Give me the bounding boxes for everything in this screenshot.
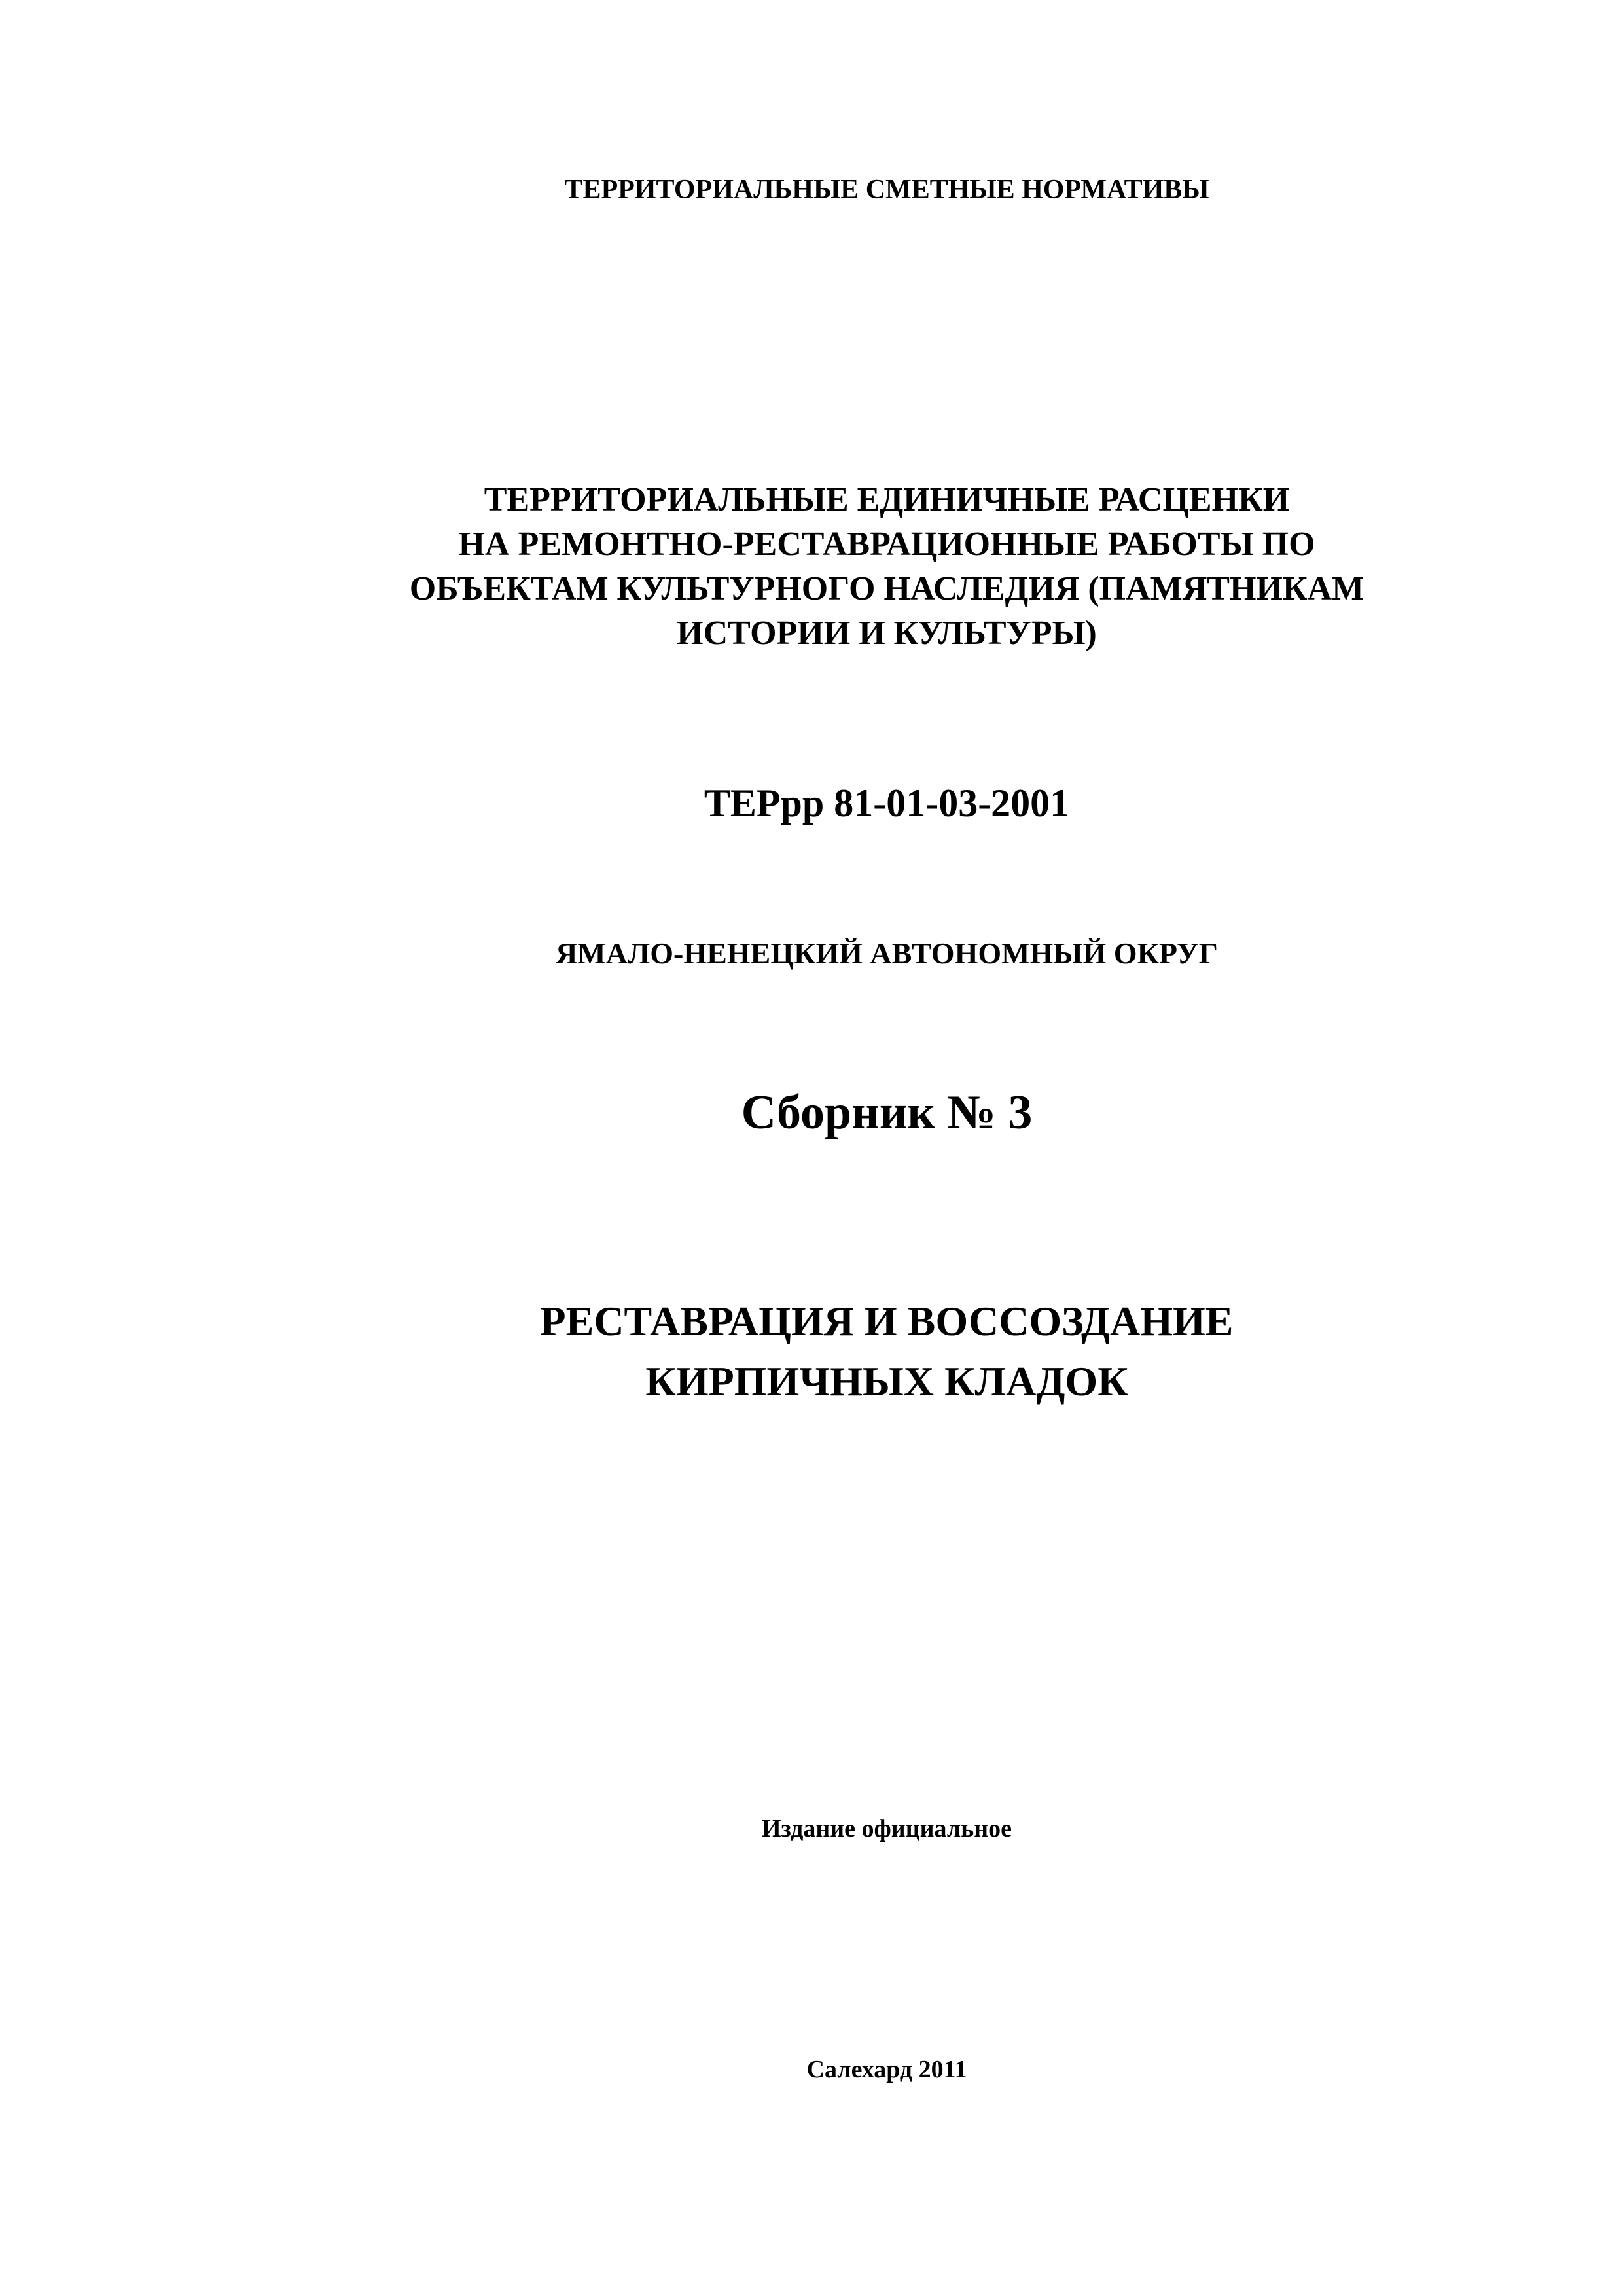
title-line: ОБЪЕКТАМ КУЛЬТУРНОГО НАСЛЕДИЯ (ПАМЯТНИКАМ <box>409 570 1364 607</box>
subtitle-line: КИРПИЧНЫХ КЛАДОК <box>645 1358 1128 1405</box>
document-code: ТЕРрр 81-01-03-2001 <box>704 781 1070 825</box>
title-line: НА РЕМОНТНО-РЕСТАВРАЦИОННЫЕ РАБОТЫ ПО <box>458 526 1315 563</box>
title-line: ИСТОРИИ И КУЛЬТУРЫ) <box>677 615 1097 652</box>
document-title <box>0 478 1623 656</box>
subtitle-line: РЕСТАВРАЦИЯ И ВОССОЗДАНИЕ <box>540 1298 1234 1344</box>
collection-number: Сборник № 3 <box>741 1086 1033 1139</box>
title-line: ТЕРРИТОРИАЛЬНЫЕ ЕДИНИЧНЫЕ РАСЦЕНКИ <box>484 481 1290 518</box>
collection-subtitle <box>0 1291 1623 1412</box>
series-header: ТЕРРИТОРИАЛЬНЫЕ СМЕТНЫЕ НОРМАТИВЫ <box>564 175 1209 205</box>
region-name: ЯМАЛО-НЕНЕЦКИЙ АВТОНОМНЫЙ ОКРУГ <box>556 937 1218 970</box>
imprint-place-year: Салехард 2011 <box>806 2056 967 2083</box>
edition-note: Издание официальное <box>761 1815 1012 1842</box>
